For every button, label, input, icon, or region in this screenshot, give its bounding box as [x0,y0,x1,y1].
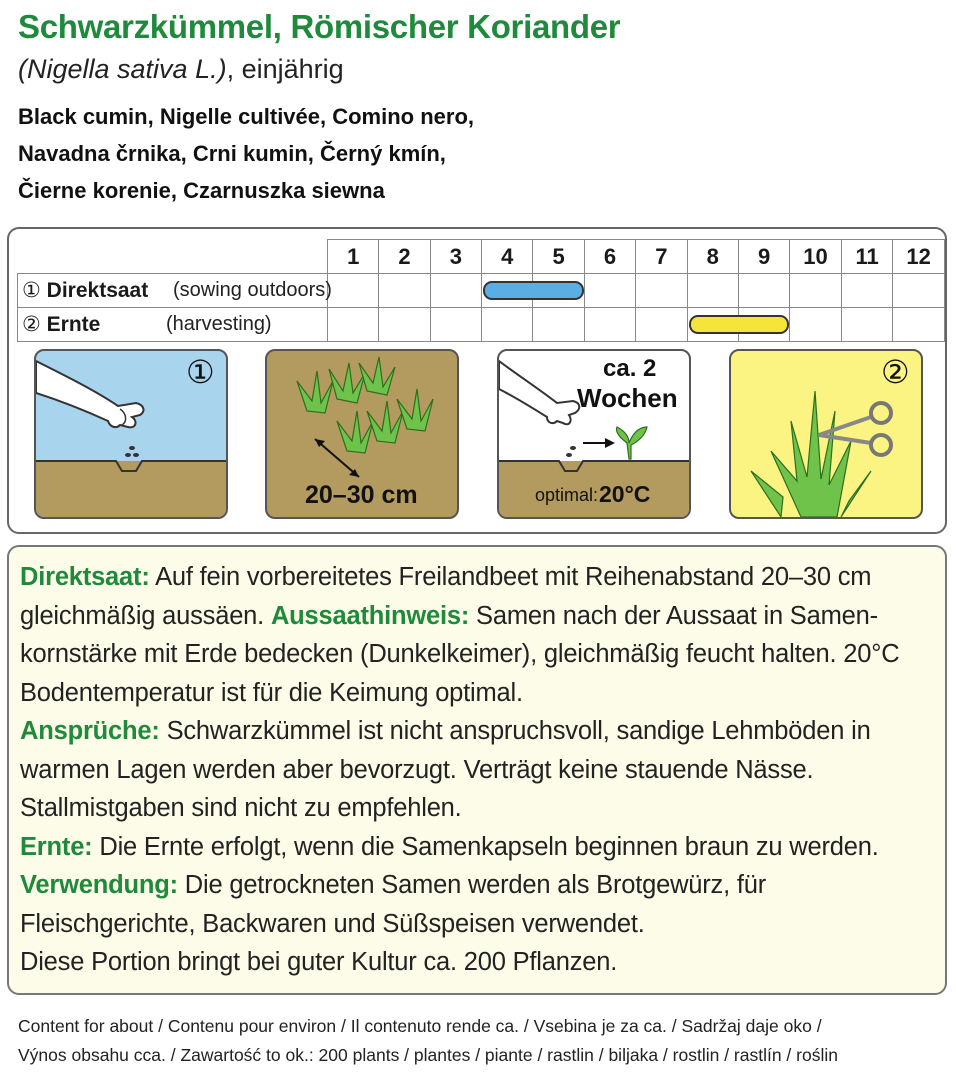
subtitle [18,54,344,85]
names-line: Black cumin, Nigelle cultivée, Comino nero, [18,104,475,129]
calendar-panel [7,227,947,534]
month-header: 8 [687,240,738,274]
info-text: Die Ernte erfolgt, wenn die Samenkapseln beginnen braun zu werden. [92,832,879,861]
month-header: 1 [328,240,379,274]
month-header: 5 [533,240,584,274]
month-cell [841,308,893,342]
month-cell [482,274,533,308]
month-cell [893,308,945,342]
month-cell [893,274,945,308]
step-marker: ② [22,313,41,336]
info-text: Auf fein vorbereitetes Freilandbeet mit Reihenabstand 20–30 cm gleichmäßig aussäen. [20,563,872,630]
info-paragraph [20,712,935,828]
sowing-calendar [17,239,945,342]
month-cell [533,308,584,342]
month-cell [328,308,379,342]
optimal-label: optimal: [535,485,599,505]
spacing-illustration [265,349,459,519]
row-translation: (harvesting) [166,313,272,335]
duration-line-1: ca. 2 [603,355,657,382]
spacing-label: 20–30 cm [305,481,418,509]
calendar-row-harvest [18,308,945,342]
month-cell [738,274,789,308]
info-heading: Verwendung: [20,871,178,899]
month-cell [430,274,481,308]
calendar-period-bar [483,281,584,300]
row-name: Ernte [46,313,101,336]
info-text: Diese Portion bringt bei guter Kultur ca. 200 Pflanzen. [20,948,618,976]
month-cell [841,274,893,308]
info-heading: Ernte: [20,832,93,861]
calendar-row-sowing [18,274,945,308]
month-cell [584,274,635,308]
month-cell [687,274,738,308]
row-label [18,274,332,308]
step-one-marker: ① [186,354,215,390]
month-cell [636,274,687,308]
info-heading: Aussaathinweis: [270,601,470,630]
cultivation-info [7,545,947,995]
content-footer [18,1012,838,1070]
month-header: 10 [790,240,842,274]
duration-line-2: Wochen [577,383,678,413]
harvest-illustration [729,349,923,519]
footer-line: Výnos obsahu cca. / Zawartość to ok.: 200 plants / plantes / piante / rastlin / biljaka / rostlin / rastlín / roślin [18,1045,838,1065]
month-header: 3 [430,240,481,274]
month-cell [379,308,430,342]
sowing-illustration [34,349,228,519]
info-heading: Ansprüche: [20,717,160,745]
month-cell [430,308,481,342]
row-translation: (sowing outdoors) [173,279,332,301]
names-line: Navadna črnika, Crni kumin, Černý kmín, [18,141,446,166]
month-header: 6 [584,240,635,274]
info-heading: Direktsaat: [20,563,150,591]
row-name: Direktsaat [46,279,149,302]
info-text: Samen nach der Aussaat in Samen-kornstärke mit Erde bedecken (Dunkelkeimer), gleichmäßig feucht halten. 20°C Bodentemperatur ist für die Keimung optimal. [20,601,900,707]
footer-line: Content for about / Contenu pour environ / Il contenuto rende ca. / Vsebina je za ca. / Sadržaj daje oko / [18,1016,822,1036]
month-cell [790,308,842,342]
month-cell [636,308,687,342]
germination-illustration [497,349,691,519]
step-marker: ① [22,279,41,302]
step-two-marker: ② [881,354,910,390]
row-label [18,308,328,342]
month-header: 2 [379,240,430,274]
calendar-period-bar [689,315,790,334]
month-header: 4 [482,240,533,274]
calendar-corner [18,240,328,274]
month-header: 12 [893,240,945,274]
translated-names [18,98,474,209]
month-header: 9 [738,240,789,274]
info-paragraph [20,828,935,867]
month-cell [687,308,738,342]
info-text: Schwarzkümmel ist nicht anspruchsvoll, sandige Lehmböden in warmen Lagen werden aber bevorzugt. Verträgt keine stauende Nässe. Stallmistgaben sind nicht zu empfehlen. [20,717,871,822]
page-title: Schwarzkümmel, Römischer Koriander [18,8,621,45]
info-text: Die getrockneten Samen werden als Brotgewürz, für Fleischgerichte, Backwaren und Süßspeisen verwendet. [20,871,767,938]
annual-label: , einjährig [226,54,344,84]
names-line: Čierne korenie, Czarnuszka siewna [18,178,385,203]
month-header-row [18,240,945,274]
optimal-temperature: 20°C [599,481,651,507]
month-cell [790,274,842,308]
month-cell [379,274,430,308]
month-cell [584,308,635,342]
latin-name: (Nigella sativa L.) [18,54,227,84]
month-header: 11 [841,240,893,274]
info-paragraph [20,558,935,712]
month-cell [482,308,533,342]
info-paragraph [20,943,935,982]
month-cell [328,274,379,308]
info-paragraph [20,866,935,943]
month-header: 7 [636,240,687,274]
